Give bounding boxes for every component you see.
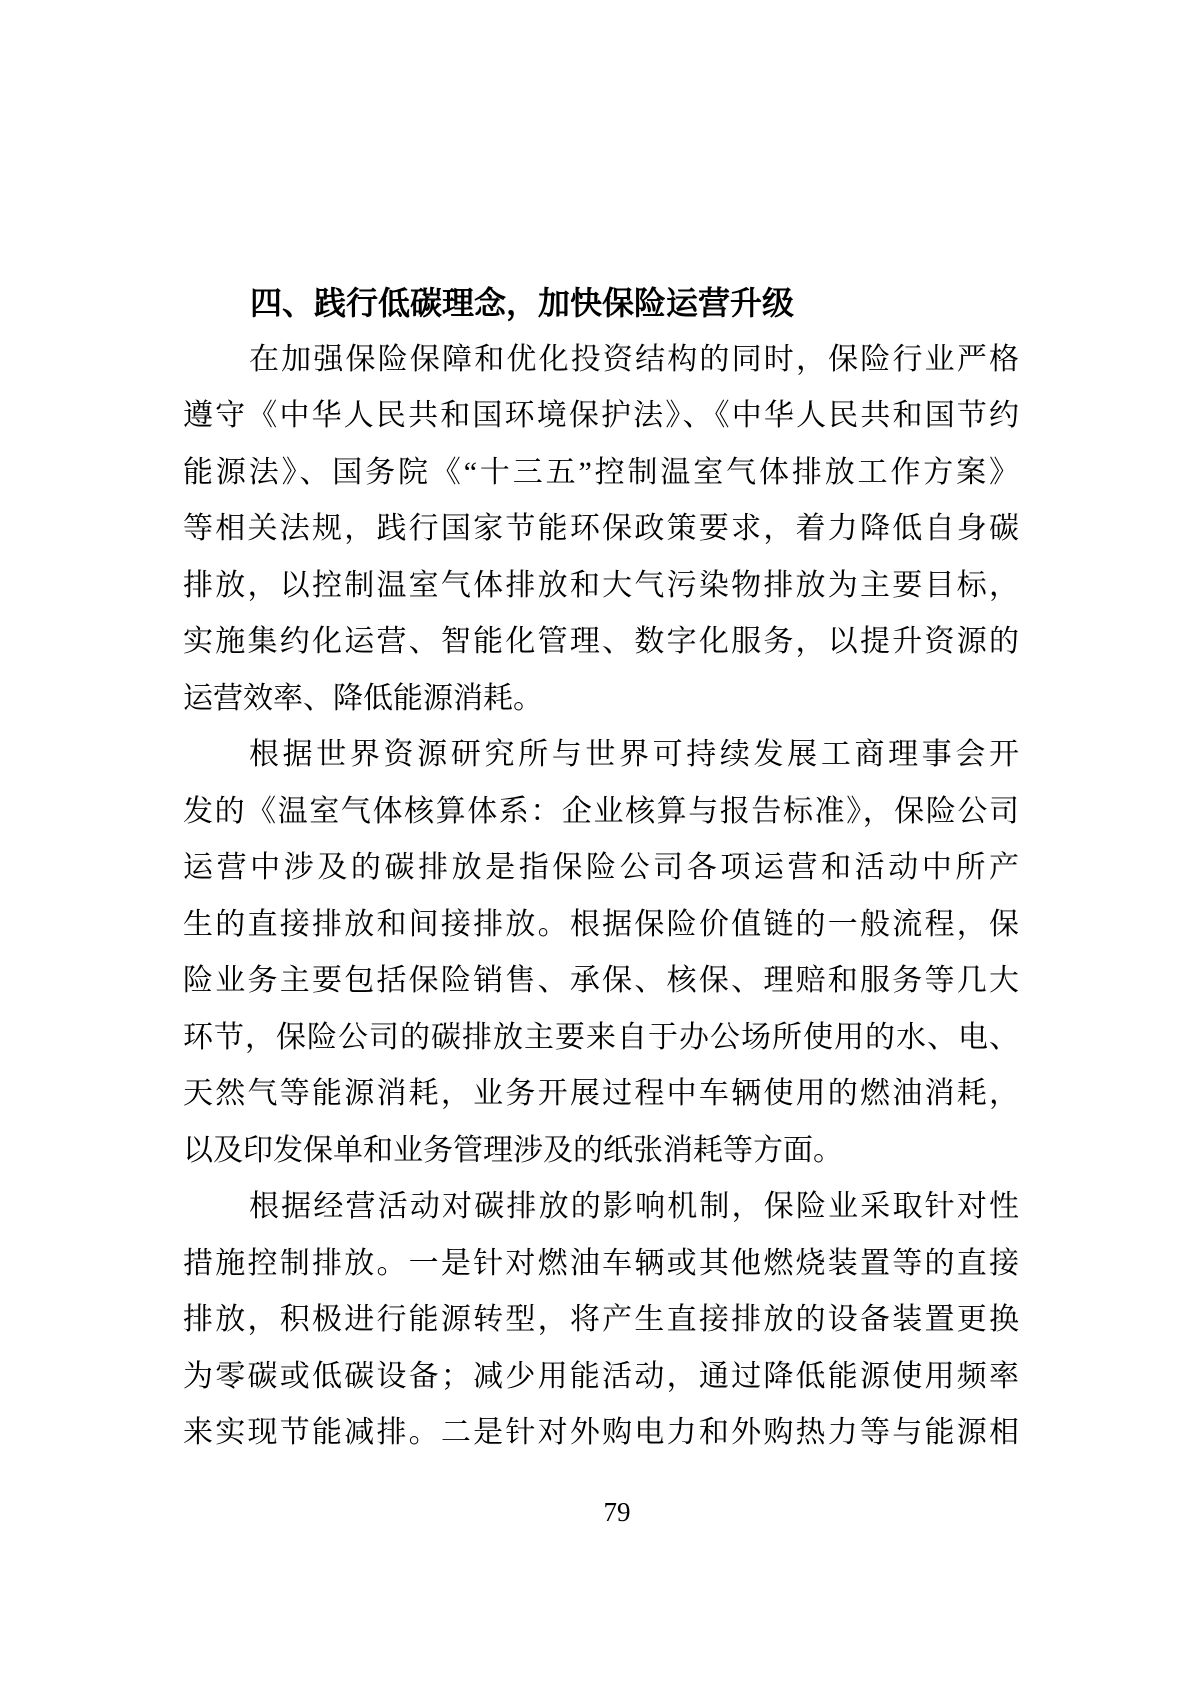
body-line: 遵守《中华人民共和国环境保护法》、《中华人民共和国节约 xyxy=(183,399,1019,432)
paragraph-3 xyxy=(183,1179,1019,1462)
body-line: 发的《温室气体核算体系：企业核算与报告标准》，保险公司 xyxy=(183,794,1019,828)
body-line: 为零碳或低碳设备；减少用能活动，通过降低能源使用频率 xyxy=(183,1359,1019,1393)
body-line: 以及印发保单和业务管理涉及的纸张消耗等方面。 xyxy=(183,1133,843,1167)
body-line: 能源法》、国务院《“十三五”控制温室气体排放工作方案》 xyxy=(183,455,1019,489)
body-line: 根据经营活动对碳排放的影响机制，保险业采取针对性 xyxy=(249,1190,1019,1223)
body-line: 天然气等能源消耗，业务开展过程中车辆使用的燃油消耗， xyxy=(183,1077,1019,1110)
body-line: 在加强保险保障和优化投资结构的同时，保险行业严格 xyxy=(249,342,1019,376)
paragraph-1 xyxy=(183,332,1019,728)
body-line: 生的直接排放和间接排放。根据保险价值链的一般流程，保 xyxy=(183,907,1019,941)
body-line: 险业务主要包括保险销售、承保、核保、理赔和服务等几大 xyxy=(183,964,1019,997)
body-line: 措施控制排放。一是针对燃油车辆或其他燃烧装置等的直接 xyxy=(183,1246,1019,1280)
page-number: 79 xyxy=(603,1497,631,1527)
body-line: 运营效率、降低能源消耗。 xyxy=(183,681,543,715)
body-line: 根据世界资源研究所与世界可持续发展工商理事会开 xyxy=(249,738,1019,771)
body-line: 环节，保险公司的碳排放主要来自于办公场所使用的水、电、 xyxy=(183,1020,1019,1054)
section-heading: 四、践行低碳理念，加快保险运营升级 xyxy=(250,285,795,321)
body-line: 运营中涉及的碳排放是指保险公司各项运营和活动中所产 xyxy=(183,851,1019,884)
body-line: 实施集约化运营、智能化管理、数字化服务，以提升资源的 xyxy=(183,625,1019,658)
page-content xyxy=(183,275,1019,1462)
paragraph-2 xyxy=(183,727,1019,1179)
body-line: 排放，积极进行能源转型，将产生直接排放的设备装置更换 xyxy=(183,1303,1019,1336)
body-line: 来实现节能减排。二是针对外购电力和外购热力等与能源相 xyxy=(183,1416,1019,1449)
body-line: 等相关法规，践行国家节能环保政策要求，着力降低自身碳 xyxy=(183,512,1019,545)
body-line: 排放，以控制温室气体排放和大气污染物排放为主要目标， xyxy=(183,568,1019,602)
